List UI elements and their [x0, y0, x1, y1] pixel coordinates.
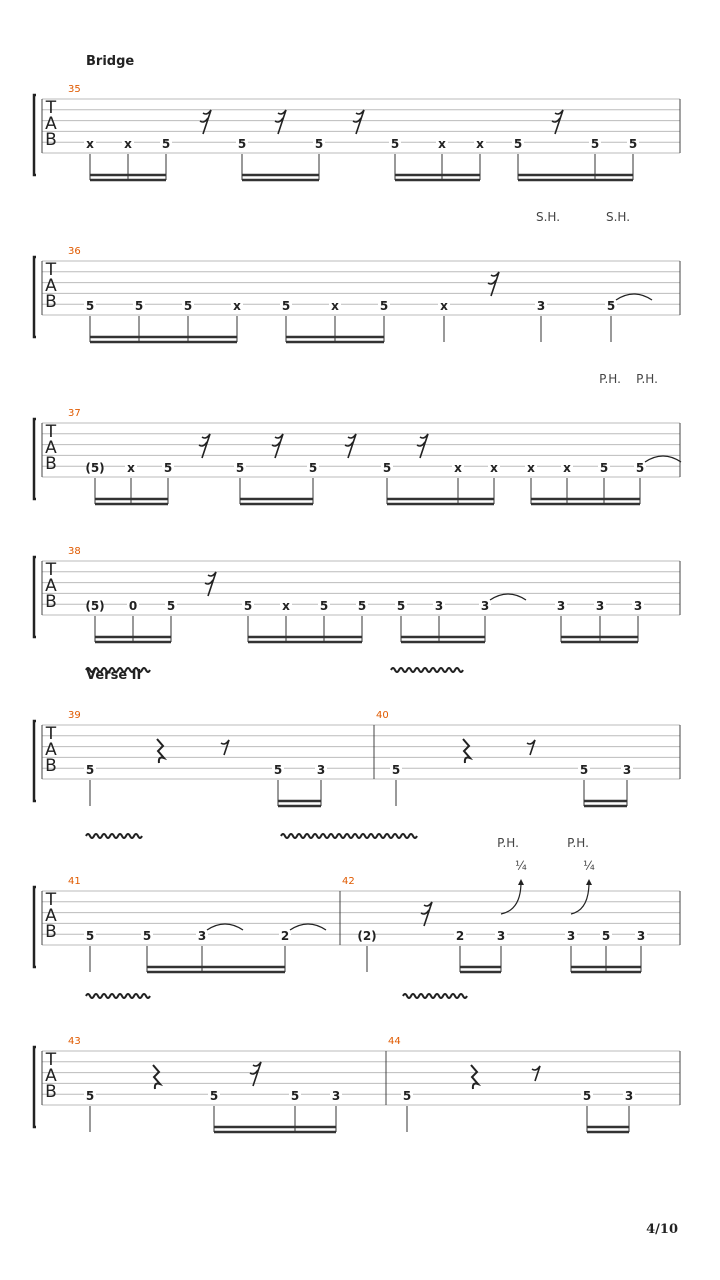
dead-note: x: [282, 599, 290, 613]
eighth-rest: [527, 740, 535, 755]
tab-clef-letter: T: [45, 724, 57, 744]
fret-number: 5: [628, 137, 638, 151]
fret-number: 5: [273, 763, 283, 777]
dead-note: x: [440, 299, 448, 313]
fret-number: 5: [308, 461, 318, 475]
tab-clef-letter: T: [45, 560, 57, 580]
vibrato-wave: [391, 668, 463, 672]
fret-number: (2): [357, 929, 377, 943]
fret-number: 5: [85, 929, 95, 943]
system-bracket: [34, 557, 36, 637]
vibrato-wave: [403, 994, 467, 998]
bend-arrow: [571, 882, 589, 914]
fret-number: 5: [85, 299, 95, 313]
tab-clef-letter: T: [45, 422, 57, 442]
sixteenth-rest: [345, 434, 356, 458]
sixteenth-rest: [353, 110, 364, 134]
measure-number: 36: [68, 246, 81, 257]
tab-system: [34, 257, 680, 342]
sixteenth-rest: [205, 572, 216, 596]
dead-note: x: [476, 137, 484, 151]
fret-number: 3: [622, 763, 632, 777]
tab-clef-letter: B: [45, 130, 57, 150]
dead-note: x: [127, 461, 135, 475]
fret-number: 5: [85, 1089, 95, 1103]
fret-number: 5: [396, 599, 406, 613]
fret-number: 5: [134, 299, 144, 313]
technique-label: P.H.: [497, 836, 519, 850]
tab-clef-letter: T: [45, 260, 57, 280]
fret-number: 3: [480, 599, 490, 613]
quarter-rest: [463, 739, 470, 763]
sixteenth-rest: [199, 434, 210, 458]
measure-number: 41: [68, 876, 81, 887]
measure-number: 40: [376, 710, 389, 721]
fret-number: 5: [590, 137, 600, 151]
system-bracket: [34, 1047, 36, 1127]
system-bracket: [34, 721, 36, 801]
fret-number: 5: [163, 461, 173, 475]
sixteenth-rest: [421, 902, 432, 926]
fret-number: 5: [314, 137, 324, 151]
sixteenth-rest: [275, 110, 286, 134]
tab-clef-letter: A: [45, 576, 57, 596]
fret-number: 5: [85, 763, 95, 777]
fret-number: 5: [209, 1089, 219, 1103]
system-bracket: [34, 257, 36, 337]
measure-number: 43: [68, 1036, 81, 1047]
fret-number: 3: [556, 599, 566, 613]
fret-number: 5: [513, 137, 523, 151]
fret-number: 3: [496, 929, 506, 943]
technique-label: P.H.: [567, 836, 589, 850]
tab-clef-letter: B: [45, 592, 57, 612]
quarter-rest: [471, 1065, 478, 1089]
fret-number: 5: [237, 137, 247, 151]
page-number: 4/10: [646, 1222, 678, 1237]
technique-label: S.H.: [535, 210, 561, 224]
dead-note: x: [331, 299, 339, 313]
fret-number: 3: [316, 763, 326, 777]
tab-system: [34, 668, 680, 806]
sixteenth-rest: [200, 110, 211, 134]
fret-number: 3: [633, 599, 643, 613]
measure-number: 42: [342, 876, 355, 887]
sixteenth-rest: [417, 434, 428, 458]
bend-amount: ¼: [515, 859, 527, 873]
tie-arc: [616, 294, 652, 300]
fret-number: 5: [601, 929, 611, 943]
fret-number: 5: [235, 461, 245, 475]
system-bracket: [34, 419, 36, 499]
bend-arrowhead: [586, 879, 592, 885]
fret-number: (5): [85, 461, 105, 475]
tab-clef-letter: T: [45, 1050, 57, 1070]
tie-arc: [207, 924, 243, 930]
technique-label: P.H.: [636, 372, 658, 386]
measure-number: 37: [68, 408, 81, 419]
fret-number: 3: [624, 1089, 634, 1103]
fret-number: 3: [434, 599, 444, 613]
fret-number: 5: [635, 461, 645, 475]
fret-number: 3: [331, 1089, 341, 1103]
fret-number: 5: [599, 461, 609, 475]
system-bracket: [34, 887, 36, 967]
fret-number: 5: [390, 137, 400, 151]
measure-number: 39: [68, 710, 81, 721]
measure-number: 44: [388, 1036, 401, 1047]
fret-number: 3: [536, 299, 546, 313]
vibrato-wave: [86, 994, 150, 998]
fret-number: 5: [183, 299, 193, 313]
dead-note: x: [438, 137, 446, 151]
fret-number: 5: [402, 1089, 412, 1103]
measure-number: 38: [68, 546, 81, 557]
tab-clef-letter: T: [45, 98, 57, 118]
tab-clef-letter: B: [45, 292, 57, 312]
fret-number: (5): [85, 599, 105, 613]
eighth-rest: [221, 740, 229, 755]
fret-number: 3: [197, 929, 207, 943]
technique-label: S.H.: [605, 210, 631, 224]
tab-clef-letter: A: [45, 740, 57, 760]
vibrato-wave: [281, 834, 417, 838]
eighth-rest: [532, 1066, 540, 1081]
fret-number: 5: [290, 1089, 300, 1103]
tab-clef-letter: A: [45, 1066, 57, 1086]
dead-note: x: [86, 137, 94, 151]
tie-arc: [645, 456, 681, 462]
fret-number: 5: [142, 929, 152, 943]
fret-number: 5: [379, 299, 389, 313]
sixteenth-rest: [272, 434, 283, 458]
technique-label: P.H.: [599, 372, 621, 386]
tab-clef-letter: A: [45, 114, 57, 134]
dead-note: x: [454, 461, 462, 475]
tab-clef-letter: A: [45, 906, 57, 926]
fret-number: 3: [636, 929, 646, 943]
tab-clef-letter: B: [45, 756, 57, 776]
section-label-verse-ii: Verse II: [86, 668, 142, 683]
fret-number: 5: [161, 137, 171, 151]
bend-arrowhead: [518, 879, 524, 885]
tab-clef-letter: A: [45, 438, 57, 458]
dead-note: x: [233, 299, 241, 313]
section-label-bridge: Bridge: [86, 54, 135, 69]
sixteenth-rest: [552, 110, 563, 134]
fret-number: 5: [243, 599, 253, 613]
fret-number: 5: [319, 599, 329, 613]
fret-number: 3: [595, 599, 605, 613]
tab-system: [34, 834, 680, 972]
bend-amount: ¼: [583, 859, 595, 873]
fret-number: 5: [357, 599, 367, 613]
quarter-rest: [153, 1065, 160, 1089]
tab-clef-letter: A: [45, 276, 57, 296]
tab-clef-letter: B: [45, 922, 57, 942]
sixteenth-rest: [250, 1062, 261, 1086]
sixteenth-rest: [488, 272, 499, 296]
dead-note: x: [563, 461, 571, 475]
fret-number: 5: [166, 599, 176, 613]
vibrato-wave: [86, 668, 150, 672]
tie-arc: [290, 924, 326, 930]
fret-number: 5: [391, 763, 401, 777]
system-bracket: [34, 95, 36, 175]
tab-clef-letter: B: [45, 454, 57, 474]
fret-number: 2: [280, 929, 290, 943]
fret-number: 5: [382, 461, 392, 475]
vibrato-wave: [86, 834, 142, 838]
dead-note: x: [527, 461, 535, 475]
fret-number: 5: [281, 299, 291, 313]
fret-number: 5: [582, 1089, 592, 1103]
measure-number: 35: [68, 84, 81, 95]
fret-number: 2: [455, 929, 465, 943]
tab-system: [34, 994, 680, 1132]
dead-note: x: [124, 137, 132, 151]
fret-number: 0: [128, 599, 138, 613]
tie-arc: [490, 594, 526, 600]
tab-clef-letter: T: [45, 890, 57, 910]
fret-number: 5: [579, 763, 589, 777]
fret-number: 5: [606, 299, 616, 313]
quarter-rest: [157, 739, 164, 763]
fret-number: 3: [566, 929, 576, 943]
bend-arrow: [501, 882, 521, 914]
tab-clef-letter: B: [45, 1082, 57, 1102]
dead-note: x: [490, 461, 498, 475]
